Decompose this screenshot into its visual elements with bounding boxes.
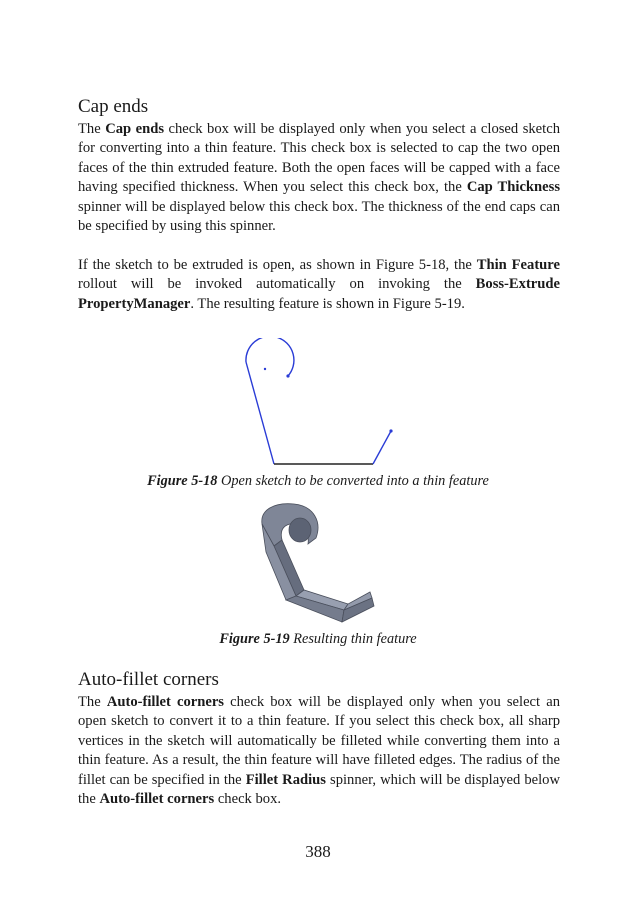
paragraph-cap-ends — [78, 120, 560, 236]
text-run: spinner, which will be displayed below the — [78, 771, 560, 808]
figure-caption-5-18 — [0, 473, 636, 490]
bold-term-auto-fillet: Auto-fillet corners — [99, 791, 215, 808]
sketch-endpoint — [389, 429, 392, 432]
part-curl-inner — [289, 518, 311, 542]
text-run: . The resulting feature is shown in Figure 5-19. — [190, 295, 465, 312]
sketch-arc — [246, 338, 294, 376]
figure-caption-5-19 — [0, 631, 636, 648]
bold-term-auto-fillet: Auto-fillet corners — [106, 694, 224, 710]
paragraph-auto-fillet — [78, 693, 560, 809]
text-run: check box will be displayed only when you select a closed sketch for converting into a thin feature. This check box is selected to cap the two open faces of the thin extruded feature. Both the open faces will be capped with a face having specified thickness. When you select this check box, the — [78, 121, 560, 196]
caption-text: Open sketch to be converted into a thin feature — [217, 473, 489, 489]
section-heading-auto-fillet: Auto-fillet corners — [78, 669, 219, 690]
text-run: check box will be displayed only when you select an open sketch to convert it to a thin feature. If you select this check box, all sharp vertices in the sketch will automatically be filleted while converting them into a thin feature. As a result, the thin feature will have filleted edges. The radius of the fillet can be specified in the — [78, 694, 560, 788]
paragraph-open-sketch — [78, 256, 560, 314]
bold-term-cap-ends: Cap ends — [105, 121, 165, 137]
bold-term-cap-thickness: Cap Thickness — [466, 179, 560, 196]
sketch-line-right — [373, 431, 391, 464]
bold-term-thin-feature: Thin Feature — [476, 257, 560, 273]
text-run: The — [78, 694, 107, 710]
caption-text: Resulting thin feature — [289, 631, 417, 647]
bold-term-boss-extrude: Boss-Extrude PropertyManager — [78, 276, 560, 312]
sketch-endpoint — [286, 374, 289, 377]
section-heading-cap-ends: Cap ends — [78, 96, 149, 117]
arc-center-point — [264, 368, 266, 370]
text-run: If the sketch to be extruded is open, as shown in Figure 5-18, the — [78, 257, 477, 273]
page-number: 388 — [305, 842, 331, 861]
figure-thin-feature — [252, 500, 382, 628]
figure-label: Figure 5-18 — [147, 473, 218, 489]
sketch-line-left — [246, 362, 274, 464]
figure-open-sketch — [230, 338, 410, 473]
text-run: rollout will be invoked automatically on invoking the — [78, 276, 476, 293]
figure-label: Figure 5-19 — [219, 631, 290, 647]
bold-term-fillet-radius: Fillet Radius — [245, 771, 326, 788]
text-run: The — [78, 121, 106, 137]
text-run: check box. — [214, 791, 282, 808]
text-run: spinner will be displayed below this check box. The thickness of the end caps can be specified by using this spinner. — [78, 198, 560, 235]
